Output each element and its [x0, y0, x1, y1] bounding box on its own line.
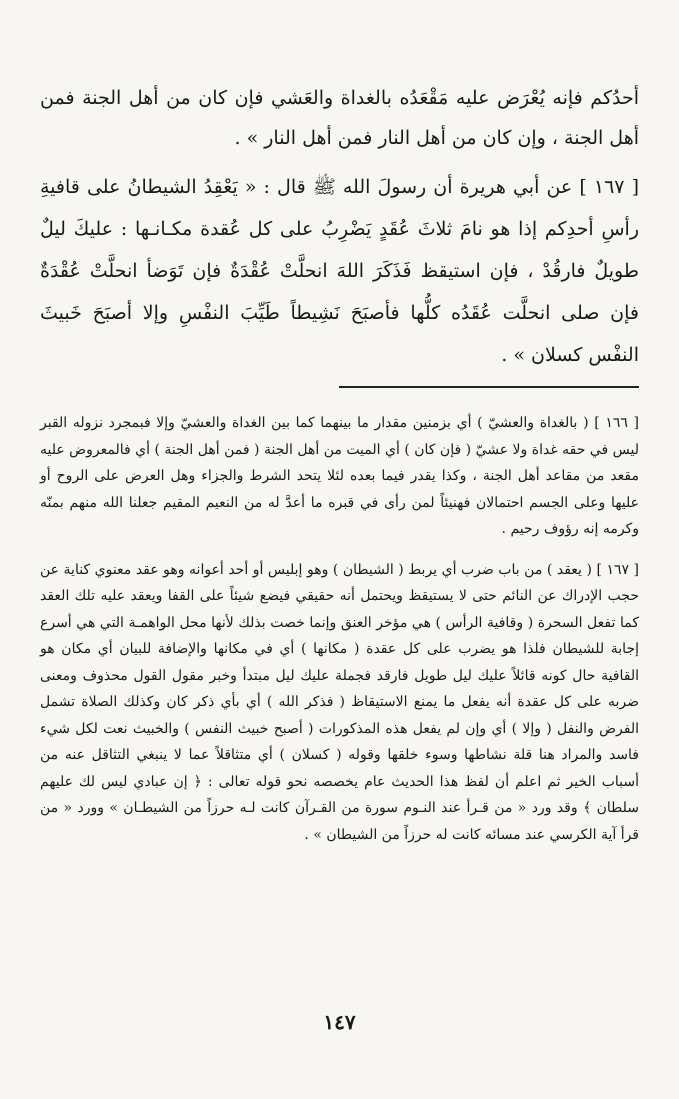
commentary-notes [40, 410, 639, 848]
note-167: [ ١٦٧ ] ( يعقد ) من باب ضرب أي يربط ( الشيطان ) وهو إبليس أو أحد أعوانه وهو عقد معنوي كناية عن حجب الإدراك عن النائم حتى لا يستيقظ ويحتمل أنه حقيقي فيضع شيئاً على القفا ويعقد عليه تلك العقد كما تفعل السحرة ( وقافية الرأس ) هي مؤخر العنق وإنما خصت بذلك لأنها محل الواهمـة التي هي أسرع إجابة للشيطان فلذا هو يضرب على كل عقدة ( مكانها ) أي في مكانها والإضافة للبيان أي مكان هو القافية حال كونه قائلاً عليك ليل طويل فارقد فجملة عليك ليل مبتدأ وخبر مقول القول محذوف ومعنى ضربه على كل عقدة أنه يفعل ما يمنع الاستيقاظ ( فذكر الله ) أي بأي ذكر كان وكذلك الصلاة تشمل الفرض والنفل ( وإلا ) أي وإن لم يفعل هذه المذكورات ( أصبح خبيث النفس ) والخبيث نعت لكل شيء فاسد والمراد هنا قلة نشاطها وسوء خلقها وقوله ( كسلان ) أي متثاقلاً عما لا ينبغي التثاقل عنه من أسباب الخير ثم اعلم أن لفظ هذا الحديث عام يخصصه نحو قوله تعالى : ﴿ إن عبادي ليس لك عليهم سلطان ﴾ وقد ورد « من قـرأ عند النـوم سورة من القـرآن كانت لـه حرزاً من الشيطـان » وورد « من قرأ آية الكرسي عند مسائه كانت له حرزاً من الشيطان » . [40, 561, 639, 843]
hadith-167: [ ١٦٧ ] عن أبي هريرة أن رسولَ الله ﷺ قال : « يَعْقِدُ الشيطانُ على قافيةِ رأسِ أحدِكم إذا هو نامَ ثلاثَ عُقَدٍ يَضْرِبُ على كل عُقدة مكـانـها : عليكَ ليلٌ طويلٌ فارقُدْ ، فإن استيقظ فَذَكَرَ اللهَ انحلَّتْ عُقْدَةٌ فإن تَوَضأ انحلَّتْ عُقْدَةٌ فإن صلى انحلَّت عُقَدُه كلُّها فأصبَحَ نَشِيطاً طَيِّبَ النفْسِ وإلا أصبَحَ خَبيثَ النفْس كسلان » . [40, 176, 640, 366]
paragraph-continuation: أحدُكم فإنه يُعْرَض عليه مَقْعَدُه بالغداة والعَشي فإن كان من أهل الجنة فمن أهل الجنة ، وإن كان من أهل النار فمن أهل النار » . [40, 87, 639, 149]
page-number: ١٤٧ [323, 1010, 356, 1034]
note-166: [ ١٦٦ ] ( بالغداة والعشيّ ) أي بزمنين مقدار ما بينهما كما بين الغداة والعشيّ وإلا فبمجرد نزوله القبر ليس في حقه غداة ولا عشيّ ( فإن كان ) أي الميت من أهل الجنة ( فمن أهل الجنة ) أي فالمعروض عليه مقعد من مقاعد أهل الجنة ، وكذا يقدر فيما بعده لئلا يتحد الشرط والجزاء وهل العرض على الروح أو عليها وعلى الجسم احتمالان فهنيئاً لمن رأى في قبره ما أعدَّ له من النعيم المقيم جعلنا الله منهم بمنّه وكرمه إنه رؤوف رحيم . [40, 415, 640, 537]
main-text [40, 78, 639, 376]
footnote-divider [339, 386, 639, 388]
book-page [40, 78, 639, 862]
